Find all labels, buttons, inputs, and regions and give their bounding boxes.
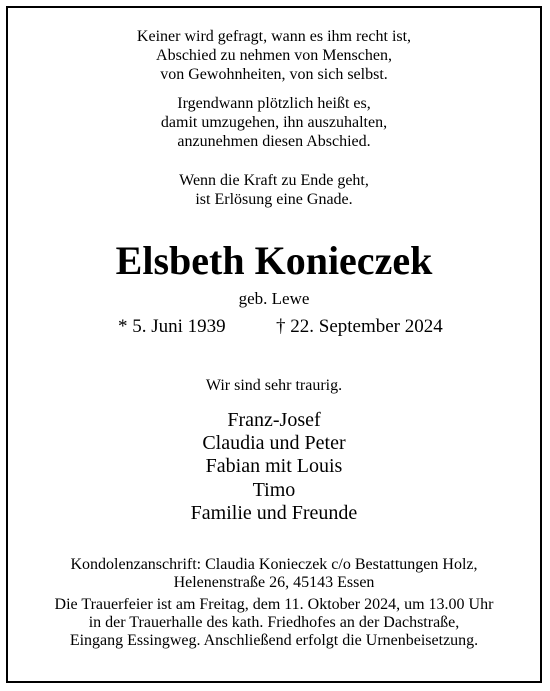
family-list — [8, 409, 540, 525]
poem-line: Abschied zu nehmen von Menschen, — [156, 47, 392, 64]
poem-line: damit umzugehen, ihn auszuhalten, — [160, 114, 388, 131]
condolence-address — [8, 556, 540, 592]
death-date: † 22. September 2024 — [276, 316, 443, 337]
poem-line: anzunehmen diesen Abschied. — [177, 133, 371, 150]
family-member: Fabian mit Louis — [205, 455, 343, 478]
poem-line: ist Erlösung eine Gnade. — [195, 191, 353, 208]
family-member: Franz-Josef — [227, 409, 321, 431]
poem-stanza-3 — [8, 171, 540, 209]
funeral-service-info — [8, 596, 540, 650]
birth-date: * 5. Juni 1939 — [118, 316, 226, 337]
service-line: in der Trauerhalle des kath. Friedhofes an der Dachstraße, — [88, 614, 460, 631]
poem-stanza-1 — [8, 27, 540, 84]
family-member: Familie und Freunde — [190, 501, 358, 524]
poem-line: Irgendwann plötzlich heißt es, — [177, 95, 371, 112]
poem-stanza-2 — [8, 94, 540, 151]
service-line: Die Trauerfeier ist am Freitag, dem 11. Oktober 2024, um 13.00 Uhr — [54, 596, 494, 613]
poem-line: von Gewohnheiten, von sich selbst. — [160, 66, 388, 83]
service-line: Eingang Essingweg. Anschließend erfolgt die Urnenbeisetzung. — [69, 632, 479, 649]
family-member: Claudia und Peter — [202, 432, 346, 455]
mourning-line: Wir sind sehr traurig. — [205, 377, 343, 394]
condolence-line: Helenenstraße 26, 45143 Essen — [173, 574, 375, 591]
maiden-name: geb. Lewe — [238, 289, 310, 308]
poem-line: Keiner wird gefragt, wann es ihm recht ist, — [136, 28, 412, 45]
family-member: Timo — [252, 478, 296, 501]
obituary-notice — [6, 6, 542, 683]
poem-line: Wenn die Kraft zu Ende geht, — [179, 172, 369, 189]
condolence-line: Kondolenzanschrift: Claudia Konieczek c/o Bestattungen Holz, — [70, 556, 478, 573]
deceased-name: Elsbeth Konieczek — [115, 238, 433, 283]
